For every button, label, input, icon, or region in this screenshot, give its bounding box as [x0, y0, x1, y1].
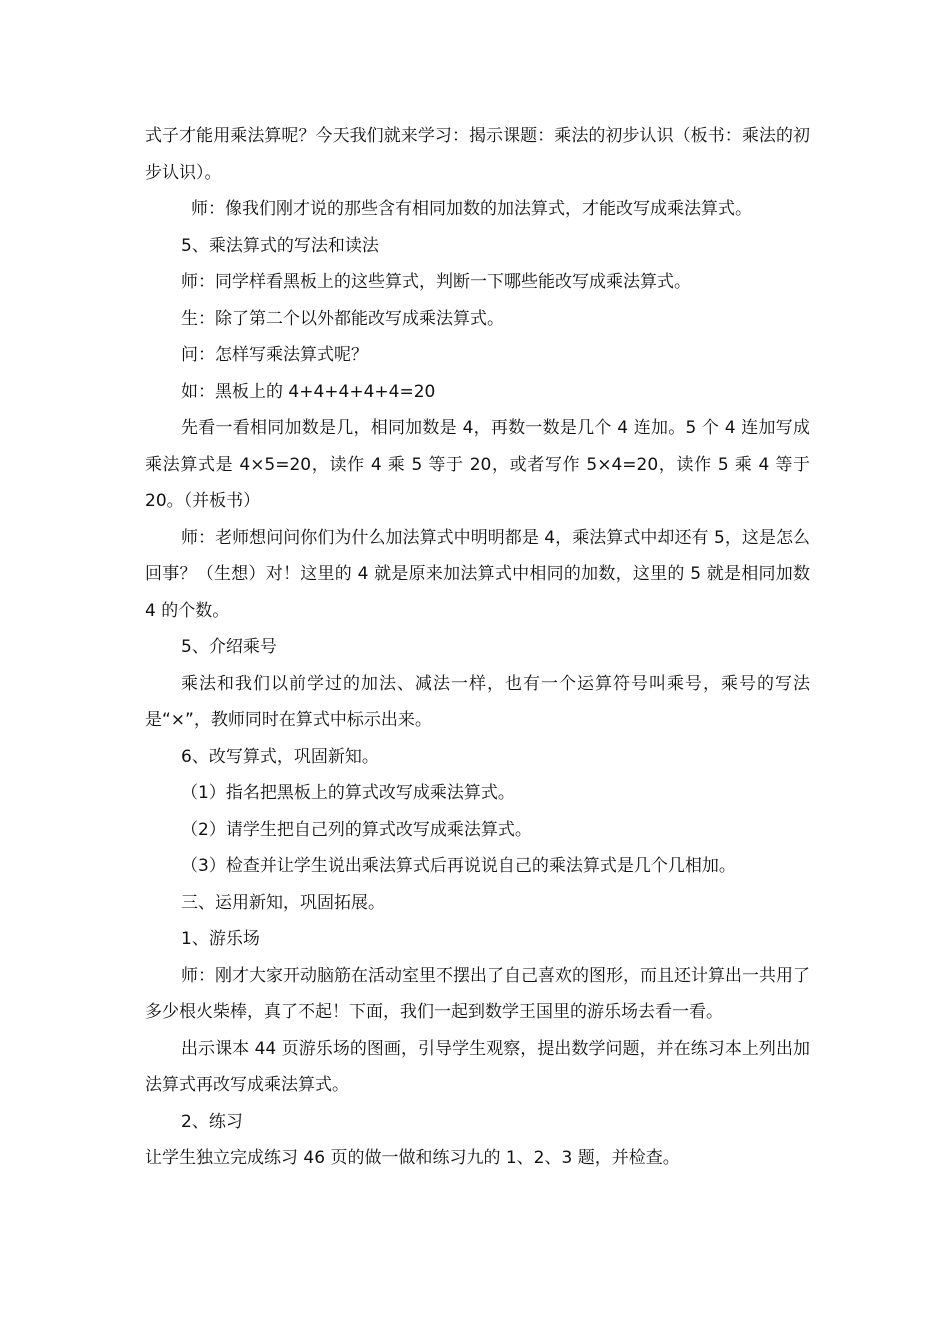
paragraph: 如：黑板上的 4+4+4+4+4=20: [181, 381, 436, 402]
paragraph: 出示课本 44 页游乐场的图画，引导学生观察，提出数学问题，并在练习本上列出加法算式再改写成乘法算式。: [145, 1038, 810, 1095]
paragraph: 乘法和我们以前学过的加法、减法一样，也有一个运算符号叫乘号，乘号的写法是“×”，教师同时在算式中标示出来。: [145, 673, 810, 730]
paragraph: 式子才能用乘法算呢？今天我们就来学习：揭示课题：乘法的初步认识（板书：乘法的初步认识）。: [145, 126, 810, 183]
section-heading: 5、乘法算式的写法和读法: [181, 235, 379, 256]
paragraph: 师：同学样看黑板上的这些算式，判断一下哪些能改写成乘法算式。: [181, 272, 691, 292]
paragraph: 师：像我们刚才说的那些含有相同加数的加法算式，才能改写成乘法算式。: [191, 199, 752, 219]
list-item: （3）检查并让学生说出乘法算式后再说说自己的乘法算式是几个几相加。: [181, 856, 736, 876]
section-heading: 三、运用新知，巩固拓展。: [181, 892, 385, 913]
paragraph: 师：刚才大家开动脑筋在活动室里不摆出了自己喜欢的图形，而且还计算出一共用了多少根火柴棒，真了不起！下面，我们一起到数学王国里的游乐场去看一看。: [145, 965, 810, 1022]
section-heading: 2、练习: [181, 1111, 243, 1132]
section-heading: 5、介绍乘号: [181, 637, 277, 657]
section-heading: 1、游乐场: [181, 929, 260, 949]
section-heading: 6、改写算式，巩固新知。: [181, 746, 379, 767]
list-item: （1）指名把黑板上的算式改写成乘法算式。: [181, 783, 515, 803]
paragraph: 先看一看相同加数是几，相同加数是 4，再数一数是几个 4 连加。5 个 4 连加写成乘法算式是 4×5=20，读作 4 乘 5 等于 20，或者写作 5×4=20，读作 5 乘 4 等于 20。（并板书）: [145, 418, 810, 511]
paragraph: 让学生独立完成练习 46 页的做一做和练习九的 1、2、3 题，并检查。: [145, 1148, 680, 1168]
paragraph: 生：除了第二个以外都能改写成乘法算式。: [181, 308, 504, 329]
paragraph: 问：怎样写乘法算式呢？: [181, 345, 368, 365]
paragraph: 师：老师想问问你们为什么加法算式中明明都是 4，乘法算式中却还有 5，这是怎么回事？（生想）对！这里的 4 就是原来加法算式中相同的加数，这里的 5 就是相同加数 4 的个数。: [145, 527, 810, 621]
document-body: [145, 118, 810, 1177]
list-item: （2）请学生把自己列的算式改写成乘法算式。: [181, 819, 532, 840]
